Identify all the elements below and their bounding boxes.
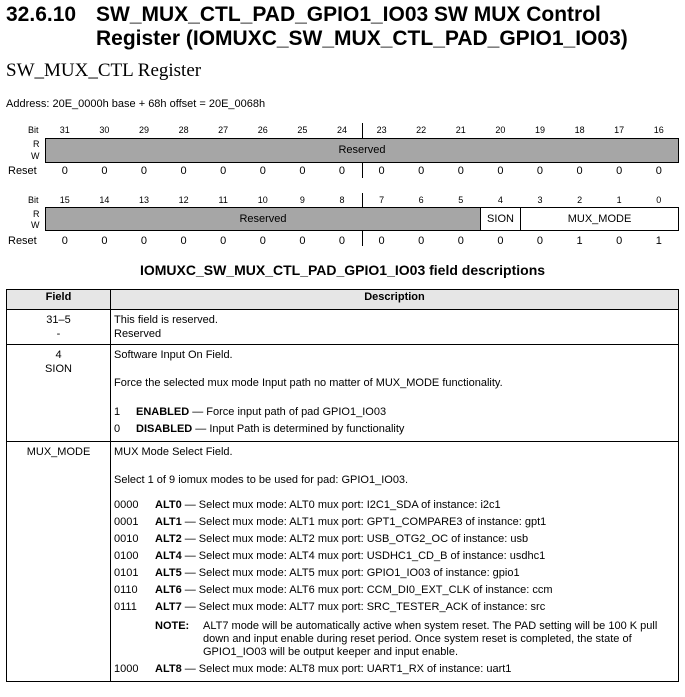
reset-value: 0 — [140, 165, 148, 177]
reset-value: 0 — [457, 165, 464, 177]
description-cell — [111, 310, 679, 345]
reset-value: 0 — [101, 165, 108, 177]
list-item — [114, 582, 675, 599]
desc-line: Reserved — [114, 328, 162, 340]
reset-value: 0 — [616, 165, 623, 177]
r-label: R — [33, 139, 40, 149]
bit-number: 8 — [339, 195, 345, 205]
reset-label: Reset — [8, 235, 37, 247]
option-text: — Input Path is determined by functionality — [192, 423, 405, 435]
page-title: SW_MUX_CTL_PAD_GPIO1_IO03 SW MUX Control Register (IOMUXC_SW_MUX_CTL_PAD_GPIO1_IO03) — [96, 3, 628, 50]
desc-line: Force the selected mux mode Input path no matter of MUX_MODE functionality. — [114, 377, 503, 389]
mode-text: — Select mux mode: ALT2 mux port: USB_OTG2_OC of instance: usb — [181, 533, 529, 545]
reset-value: 0 — [61, 235, 68, 247]
field-column-header: Field — [7, 290, 111, 310]
field-name: MUX_MODE — [26, 446, 91, 458]
reset-value: 0 — [180, 165, 187, 177]
description-cell — [111, 345, 679, 442]
bit-number: 16 — [653, 125, 664, 135]
bit-number: 22 — [416, 125, 427, 135]
bit-number: 28 — [178, 125, 189, 135]
mode-name: ALT4 — [155, 550, 182, 562]
lower-reserved-field — [45, 207, 481, 231]
mux-entries-list — [114, 497, 675, 616]
reset-value: 0 — [616, 235, 623, 247]
mode-text: — Select mux mode: ALT4 mux port: USDHC1_CD_B of instance: usdhc1 — [181, 550, 546, 562]
field-cell — [7, 310, 111, 345]
bit-number: 20 — [495, 125, 506, 135]
reset-value: 0 — [299, 165, 306, 177]
table-header-row — [7, 290, 679, 310]
description-cell — [111, 442, 679, 682]
mode-name: ALT7 — [155, 601, 182, 613]
reset-value: 0 — [418, 165, 425, 177]
r-label: R — [33, 209, 40, 219]
reset-value: 0 — [338, 165, 346, 177]
mode-text: — Select mux mode: ALT5 mux port: GPIO1_IO03 of instance: gpio1 — [181, 567, 520, 579]
section-number: 32.6.10 — [6, 3, 77, 26]
note-label: NOTE: — [155, 620, 190, 632]
register-address: Address: 20E_0000h base + 68h offset = 20E_0068h — [6, 98, 266, 110]
desc-line: MUX Mode Select Field. — [114, 446, 233, 458]
list-item — [114, 565, 675, 582]
bit-number: 21 — [455, 125, 466, 135]
reset-value: 0 — [497, 235, 504, 247]
desc-line: Select 1 of 9 iomux modes to be used for pad: GPIO1_IO03. — [114, 474, 409, 486]
bit-number: 6 — [418, 195, 424, 205]
reset-value: 0 — [259, 235, 266, 247]
table-row-mux-mode — [7, 442, 679, 682]
reset-value: 1 — [655, 235, 662, 247]
bit-number: 25 — [297, 125, 308, 135]
option-code: 1 — [114, 406, 121, 418]
field-bits: 4 — [55, 349, 62, 361]
mode-name: ALT0 — [155, 499, 182, 511]
mode-name: ALT2 — [155, 533, 182, 545]
w-label: W — [31, 151, 40, 161]
option-text: — Force input path of pad GPIO1_IO03 — [189, 406, 387, 418]
bit-number: 7 — [379, 195, 385, 205]
mode-name: ALT5 — [155, 567, 182, 579]
option-name: DISABLED — [136, 423, 193, 435]
field-name: - — [56, 328, 61, 340]
reset-value: 0 — [101, 235, 108, 247]
reset-value: 0 — [536, 165, 544, 177]
list-item — [114, 514, 675, 531]
list-item — [114, 421, 675, 438]
option-name: ENABLED — [136, 406, 190, 418]
bit-label: Bit — [28, 195, 39, 205]
reset-value: 0 — [536, 235, 544, 247]
mode-name: ALT8 — [155, 663, 182, 675]
bit-number: 17 — [614, 125, 625, 135]
desc-line: This field is reserved. — [114, 314, 218, 326]
field-cell — [7, 345, 111, 442]
note-block — [155, 620, 675, 659]
table-row-reserved — [7, 310, 679, 345]
upper-divider-top — [362, 123, 363, 138]
bit-number: 18 — [574, 125, 585, 135]
list-item — [114, 661, 675, 678]
reset-value: 0 — [655, 165, 662, 177]
list-item — [114, 497, 675, 514]
bit-number: 9 — [299, 195, 305, 205]
reset-value: 0 — [418, 235, 425, 247]
bit-number: 11 — [218, 195, 228, 205]
mode-text: — Select mux mode: ALT8 mux port: UART1_RX of instance: uart1 — [181, 663, 512, 675]
bit-number: 14 — [99, 195, 110, 205]
field-description-table — [6, 289, 679, 682]
bit-number: 2 — [577, 195, 583, 205]
reset-value: 0 — [220, 235, 227, 247]
upper-reserved-field — [45, 138, 679, 163]
mux-mode-field — [520, 207, 679, 231]
description-column-header: Description — [111, 290, 679, 310]
field-table-title: IOMUXC_SW_MUX_CTL_PAD_GPIO1_IO03 field descriptions — [139, 262, 546, 278]
mode-code: 0100 — [114, 550, 139, 562]
reset-value: 0 — [220, 165, 227, 177]
list-item — [114, 404, 675, 421]
sion-label: SION — [487, 213, 514, 225]
bit-number: 29 — [138, 125, 149, 135]
w-label: W — [31, 220, 40, 230]
field-cell — [7, 442, 111, 682]
mode-code: 0000 — [114, 499, 139, 511]
register-subtitle: SW_MUX_CTL Register — [6, 60, 202, 81]
list-item — [114, 548, 675, 565]
bit-label: Bit — [28, 125, 39, 135]
reset-value: 0 — [378, 165, 385, 177]
reset-value: 0 — [259, 165, 266, 177]
bit-number: 27 — [218, 125, 229, 135]
bit-number: 4 — [497, 195, 503, 205]
mode-text: — Select mux mode: ALT1 mux port: GPT1_COMPARE3 of instance: gpt1 — [181, 516, 547, 528]
upper-divider-bottom — [362, 163, 363, 178]
bit-number: 24 — [336, 125, 347, 135]
reset-value: 0 — [378, 235, 385, 247]
mux-mode-label: MUX_MODE — [567, 213, 632, 225]
mode-text: — Select mux mode: ALT7 mux port: SRC_TESTER_ACK of instance: src — [181, 601, 546, 613]
lower-divider-top — [362, 193, 363, 207]
mode-code: 1000 — [114, 663, 139, 675]
reset-value: 1 — [576, 235, 583, 247]
mode-text: — Select mux mode: ALT0 mux port: I2C1_SDA of instance: i2c1 — [181, 499, 501, 511]
list-item — [114, 599, 675, 616]
field-bits: 31–5 — [46, 314, 71, 326]
bit-number: 23 — [376, 125, 387, 135]
bit-number: 12 — [178, 195, 189, 205]
bit-number: 19 — [534, 125, 545, 135]
reset-value: 0 — [299, 235, 306, 247]
reset-value: 0 — [180, 235, 187, 247]
bit-number: 3 — [537, 195, 543, 205]
reset-value: 0 — [338, 235, 346, 247]
field-name: SION — [45, 363, 72, 375]
list-item — [114, 531, 675, 548]
sion-field — [480, 207, 521, 231]
lower-reserved-label: Reserved — [239, 213, 287, 225]
bit-number: 5 — [458, 195, 464, 205]
lower-divider-bottom — [362, 231, 363, 246]
reset-value: 0 — [140, 235, 148, 247]
bit-number: 30 — [99, 125, 110, 135]
mode-code: 0001 — [114, 516, 139, 528]
reset-value: 0 — [576, 165, 583, 177]
upper-reserved-label: Reserved — [338, 144, 386, 156]
note-text: ALT7 mode will be automatically active when system reset. The PAD setting will be 100 K pull down and input enable during reset period. Once system reset is completed, the state of GPIO1_IO03 will be output keeper and input enable. — [203, 620, 658, 658]
table-row-sion — [7, 345, 679, 442]
bit-number: 15 — [59, 195, 70, 205]
bit-number: 1 — [616, 195, 622, 205]
desc-line: Software Input On Field. — [114, 349, 233, 361]
mode-text: — Select mux mode: ALT6 mux port: CCM_DI0_EXT_CLK of instance: ccm — [181, 584, 553, 596]
option-code: 0 — [114, 423, 121, 435]
reset-label: Reset — [8, 165, 37, 177]
reset-value: 0 — [61, 165, 68, 177]
bit-number: 0 — [656, 195, 662, 205]
reset-value: 0 — [457, 235, 464, 247]
mode-code: 0110 — [114, 584, 138, 596]
bit-number: 26 — [257, 125, 268, 135]
mode-code: 0010 — [114, 533, 139, 545]
mode-name: ALT1 — [155, 516, 182, 528]
mode-code: 0111 — [114, 601, 137, 613]
bit-number: 10 — [257, 195, 268, 205]
bit-number: 31 — [59, 125, 70, 135]
reset-value: 0 — [497, 165, 504, 177]
mode-code: 0101 — [114, 567, 139, 579]
mode-name: ALT6 — [155, 584, 182, 596]
bit-number: 13 — [138, 195, 149, 205]
